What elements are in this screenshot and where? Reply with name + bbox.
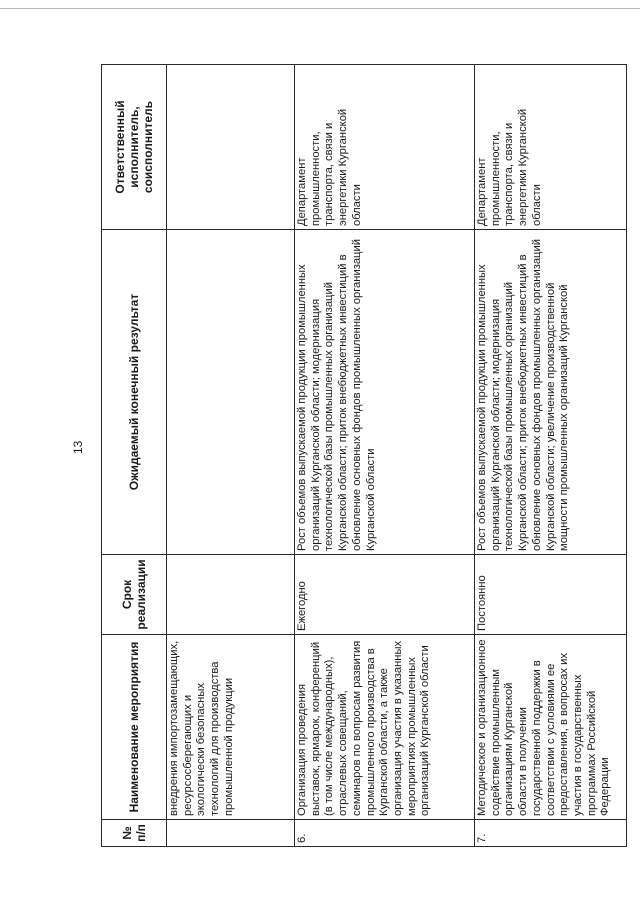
table-row	[295, 65, 475, 847]
header-result: Ожидаемый конечный результат	[102, 230, 167, 555]
row-name: Организация проведения выставок, ярмарок, конференций (в том числе международных), отраслевых совещаний, семинаров по вопросам развития промышленного производства в Курганской области, а также организация участия в указанных мероприятиях промышленных организаций Курганской области	[295, 635, 475, 820]
page-number: 13	[71, 440, 85, 454]
row-responsible: Департамент промышленности, транспорта, связи и энергетики Курганской области	[475, 65, 627, 230]
rotated-page-content	[101, 65, 626, 847]
row-num	[167, 820, 295, 847]
page-top-edge	[0, 8, 640, 9]
table-row	[167, 65, 295, 847]
row-responsible	[167, 65, 295, 230]
row-num: 6.	[295, 820, 475, 847]
row-result	[167, 230, 295, 555]
row-term: Ежегодно	[295, 555, 475, 635]
row-responsible: Департамент промышленности, транспорта, связи и энергетики Курганской области	[295, 65, 475, 230]
row-result: Рост объемов выпускаемой продукции промышленных организаций Курганской области; модернизация технологической базы промышленных организаций Курганской области; приток внебюджетных инвестиций в обновление основных фондов промышленных организаций Курганской области; увеличение производственной мощности промышленных организаций Курганской	[475, 230, 627, 555]
header-name: Наименование мероприятия	[102, 635, 167, 820]
row-result: Рост объемов выпускаемой продукции промышленных организаций Курганской области; модернизация технологической базы промышленных организаций Курганской области; приток внебюджетных инвестиций в обновление основных фондов промышленных организаций Курганской области	[295, 230, 475, 555]
table-row	[475, 65, 627, 847]
row-name: внедрения импортозамещающих, ресурсосберегающих и экологически безопасных технологий для производства промышленной продукции	[167, 635, 295, 820]
row-term: Постоянно	[475, 555, 627, 635]
table-header-row	[102, 65, 167, 847]
measures-table	[101, 64, 627, 847]
row-term	[167, 555, 295, 635]
header-num: № п/п	[102, 820, 167, 847]
row-num: 7.	[475, 820, 627, 847]
row-name: Методическое и организационное содействие промышленным организациям Курганской области в получении государственной поддержки в соответствии с условиями ее предоставления, в вопросах их участия в государственных программах Российской Федерации	[475, 635, 627, 820]
header-term: Срок реализации	[102, 555, 167, 635]
header-responsible: Ответственный исполнитель, соисполнитель	[102, 65, 167, 230]
